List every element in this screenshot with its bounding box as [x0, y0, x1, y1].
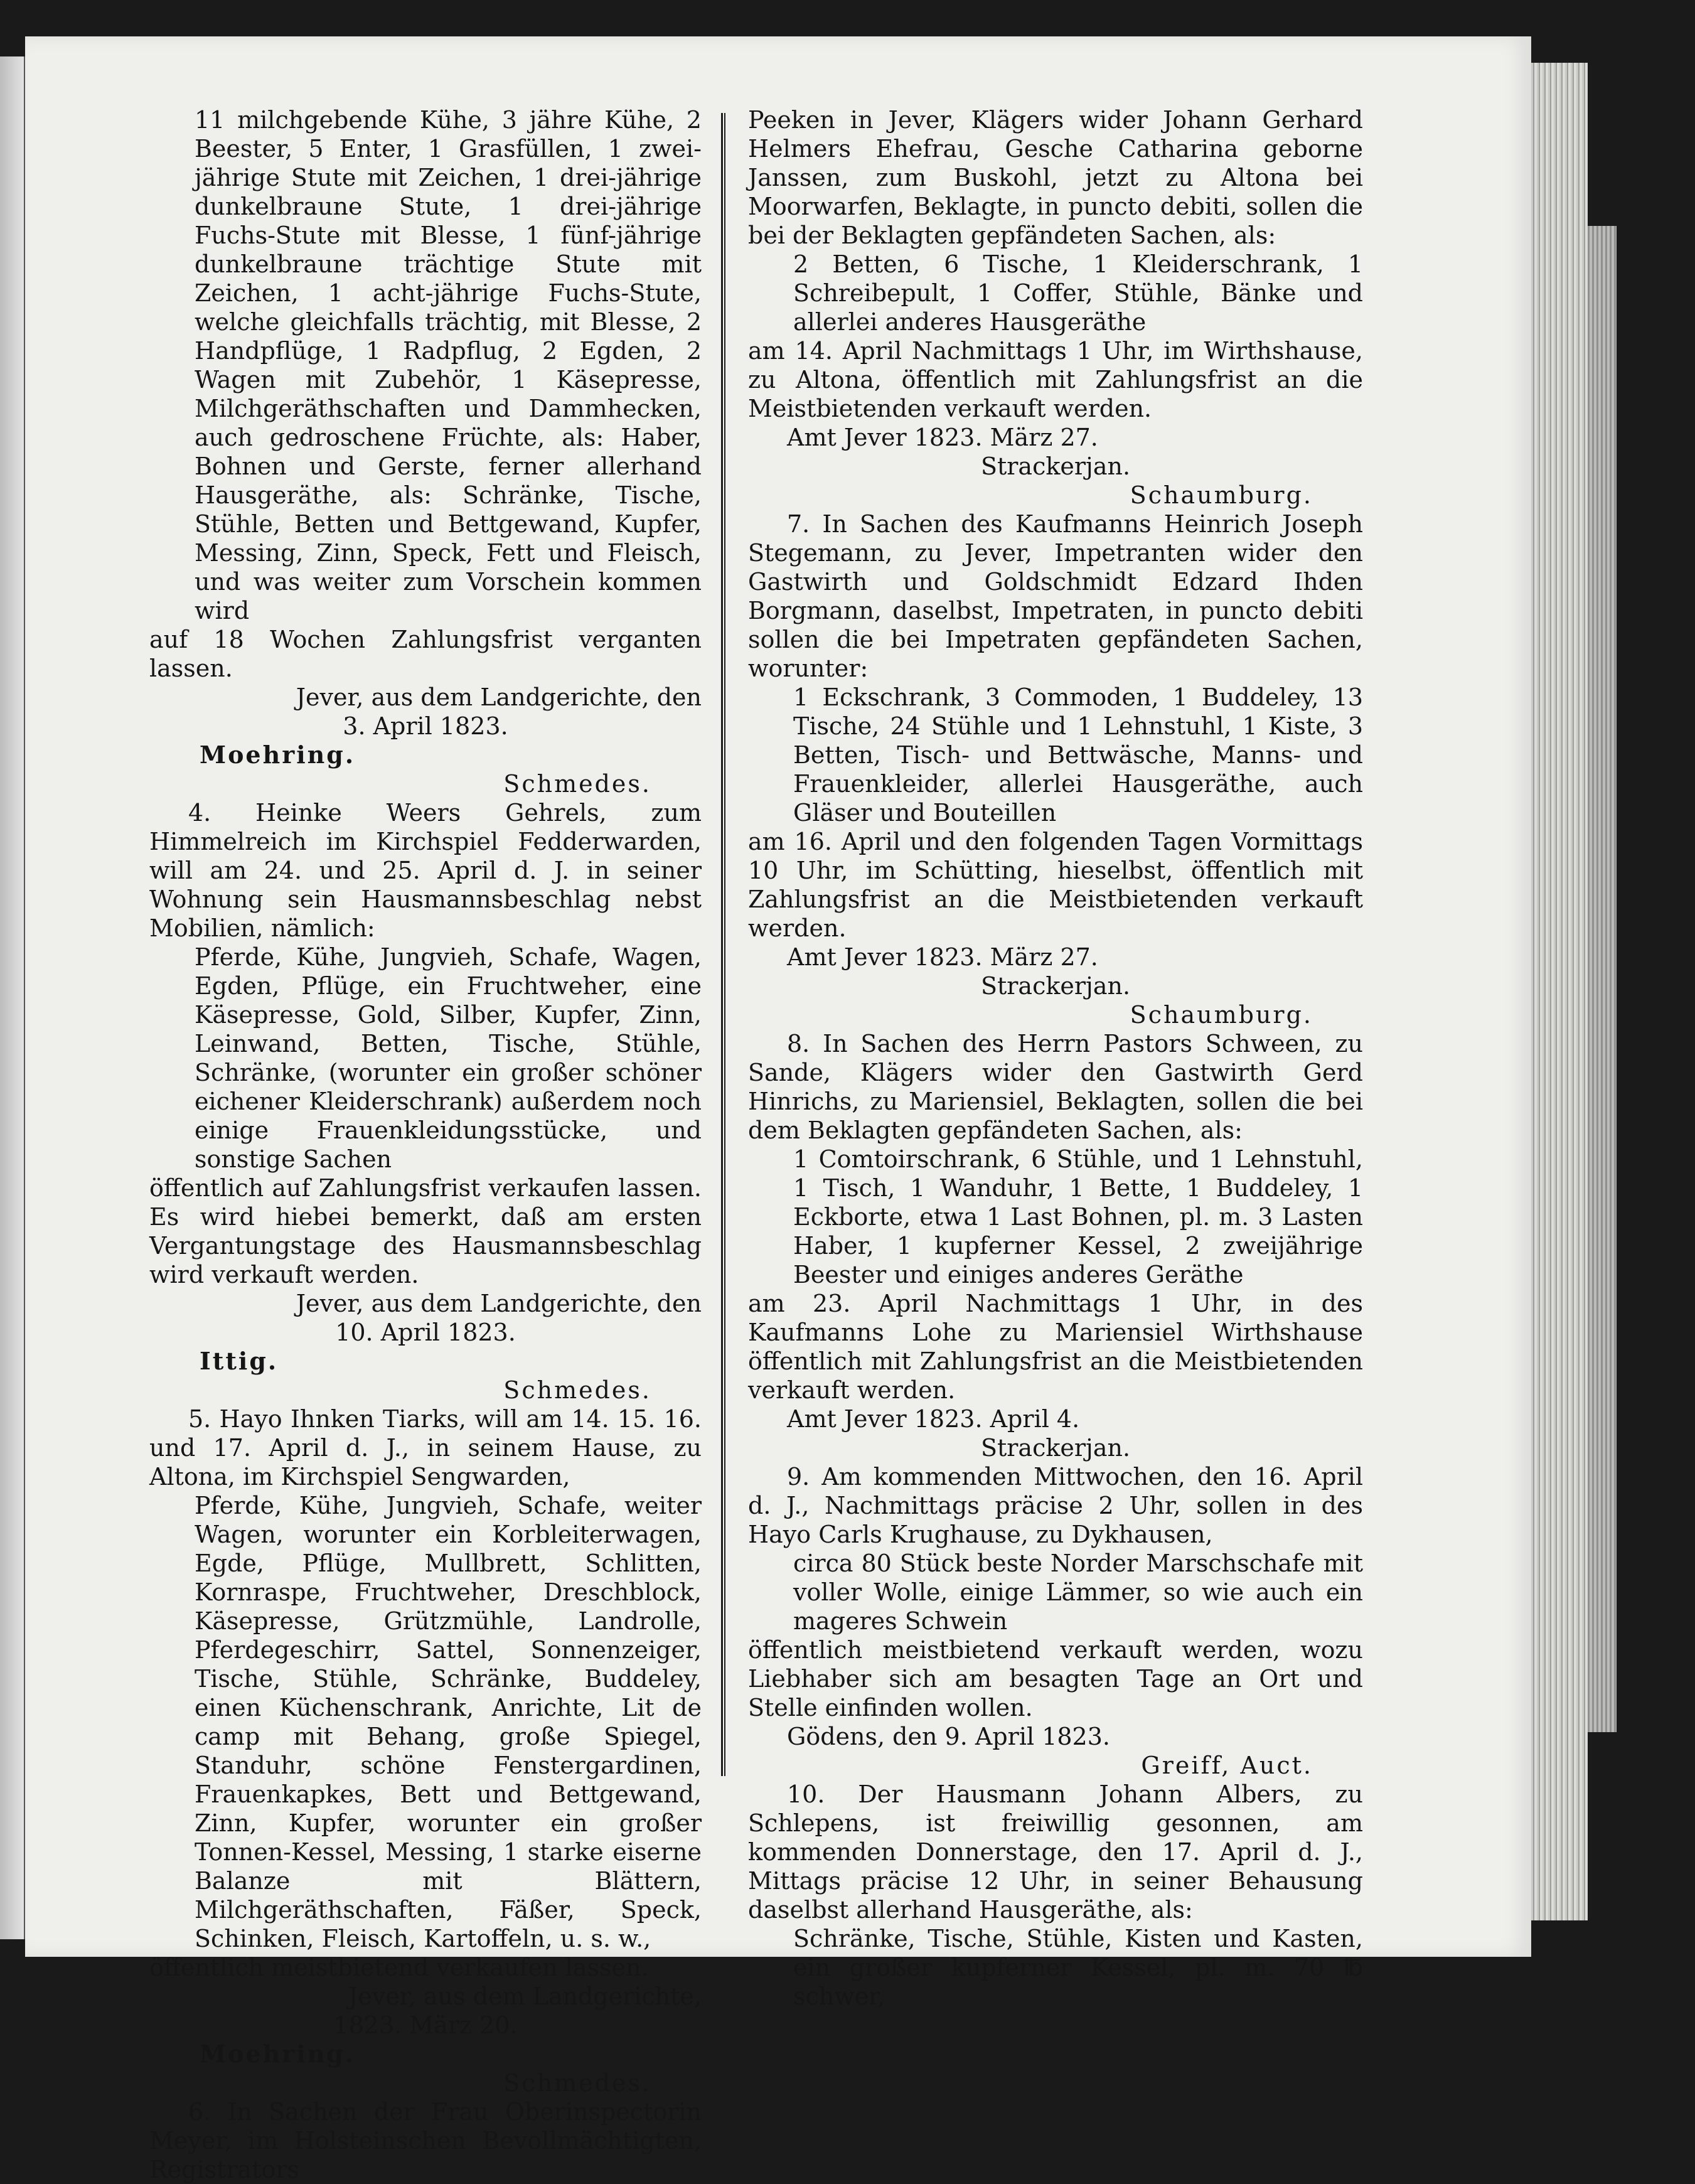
previous-page-edge — [0, 56, 25, 1939]
notice-paragraph: 8. In Sachen des Herrn Pastors Schween, zu Sande, Klägers wider den Gastwirth Gerd Hinrichs, zu Mariensiel, Beklagten, sollen die bei dem Beklagten gepfändeten Sachen, als: — [748, 1030, 1363, 1144]
date-line: Strackerjan. — [980, 1434, 1131, 1462]
notice-paragraph: 6. In Sachen der Frau Oberinspectorin Meyer, im Holsteinschen Bevollmächtigten, Registrators — [149, 2098, 702, 2183]
date-line: Strackerjan. — [980, 972, 1131, 1000]
page-stack-edge — [1531, 63, 1588, 1920]
notice-paragraph: Gödens, den 9. April 1823. — [787, 1723, 1110, 1750]
notice-paragraph: 9. Am kommenden Mittwochen, den 16. April d. J., Nachmittags präcise 2 Uhr, sollen in des Hayo Carls Krughause, zu Dykhausen, — [748, 1463, 1363, 1548]
notice-paragraph: Amt Jever 1823. März 27. — [787, 424, 1098, 451]
body-paragraph: am 14. April Nachmittags 1 Uhr, im Wirthshause, zu Altona, öffentlich mit Zahlungsfrist an die Meistbietenden verkauft werden. — [748, 337, 1363, 422]
body-paragraph: auf 18 Wochen Zahlungsfrist verganten lassen. — [149, 626, 702, 682]
notice-paragraph: 4. Heinke Weers Gehrels, zum Himmelreich im Kirchspiel Fedderwarden, will am 24. und 25. April d. J. in seiner Wohnung sein Hausmannsbeschlag nebst Mobilien, nämlich: — [149, 799, 702, 942]
notice-paragraph: 5. Hayo Ihnken Tiarks, will am 14. 15. 16. und 17. April d. J., in seinem Hause, zu Altona, im Kirchspiel Sengwarden, — [149, 1405, 702, 1491]
signature: Greiff, Auct. — [1141, 1752, 1313, 1779]
date-line: 10. April 1823. — [335, 1319, 516, 1346]
item-list: 1 Comtoirschrank, 6 Stühle, und 1 Lehnstuhl, 1 Tisch, 1 Wanduhr, 1 Bette, 1 Buddeley, 1 Eckborte, etwa 1 Last Bohnen, pl. m. 3 Lasten Haber, 1 kupferner Kessel, 2 zweijährige Beester und einiges anderes Geräthe — [793, 1145, 1363, 1288]
signature: Schmedes. — [503, 2069, 651, 2097]
notice-paragraph: Amt Jever 1823. April 4. — [787, 1405, 1080, 1433]
notice-paragraph: 10. Der Hausmann Johann Albers, zu Schlepens, ist freiwillig gesonnen, am kommenden Donnerstage, den 17. April d. J., Mittags präcise 12 Uhr, in seiner Behausung daselbst allerhand Hausgeräthe, als: — [748, 1780, 1363, 1924]
signature: Schmedes. — [503, 770, 651, 798]
notice-paragraph: 7. In Sachen des Kaufmanns Heinrich Joseph Stegemann, zu Jever, Impetranten wider den Gastwirth und Goldschmidt Edzard Ihden Borgmann, daselbst, Impetraten, in puncto debiti sollen die bei Impetraten gepfändeten Sachen, worunter: — [748, 510, 1363, 682]
place-line: Jever, aus dem Landgerichte, den — [296, 683, 702, 711]
signature: Ittig. — [200, 1347, 279, 1375]
signature: Schmedes. — [503, 1376, 651, 1404]
date-line: 1823. März 20. — [333, 2011, 518, 2039]
body-paragraph: öffentlich meistbietend verkauft werden, wozu Liebhaber sich am besagten Tage an Ort und Stelle einfinden wollen. — [748, 1636, 1363, 1721]
place-line: Jever, aus dem Landgerichte, den — [296, 1290, 702, 1317]
item-list: circa 80 Stück beste Norder Marschschafe mit voller Wolle, einige Lämmer, so wie auch ein mageres Schwein — [793, 1550, 1363, 1635]
body-paragraph: am 23. April Nachmittags 1 Uhr, in des Kaufmanns Lohe zu Mariensiel Wirthshause öffentlich mit Zahlungsfrist an die Meistbietenden verkauft werden. — [748, 1290, 1363, 1404]
date-line: 3. April 1823. — [343, 712, 508, 740]
body-paragraph: öffentlich auf Zahlungsfrist verkaufen lassen. Es wird hiebei bemerkt, daß am ersten Vergantungstage des Hausmannsbeschlag wird verkauft werden. — [149, 1174, 702, 1288]
book-cover-edge — [1588, 226, 1617, 1732]
body-paragraph: am 16. April und den folgenden Tagen Vormittags 10 Uhr, im Schütting, hieselbst, öffentlich mit Zahlungsfrist an die Meistbietenden verkauft werden. — [748, 828, 1363, 942]
notice-paragraph: Amt Jever 1823. März 27. — [787, 943, 1098, 971]
item-list: Schränke, Tische, Stühle, Kisten und Kasten, ein großer kupferner Kessel, pl. m. 70 ℔ schwer, — [793, 1925, 1363, 2010]
column-divider — [721, 113, 725, 1776]
place-line: Jever, aus dem Landgerichte, — [348, 1983, 702, 2010]
item-list: Pferde, Kühe, Jungvieh, Schafe, Wagen, Egden, Pflüge, ein Fruchtweher, eine Käsepresse, Gold, Silber, Kupfer, Zinn, Leinwand, Betten, Tische, Stühle, Schränke, (worunter ein großer schöner eichener Kleiderschrank) außerdem noch einige Frauenkleidungsstücke, und sonstige Sachen — [195, 943, 702, 1173]
signature: Schaumburg. — [1130, 481, 1313, 509]
date-line: Strackerjan. — [980, 452, 1131, 480]
item-list: 11 milchgebende Kühe, 3 jähre Kühe, 2 Beester, 5 Enter, 1 Grasfüllen, 1 zwei-jährige Stute mit Zeichen, 1 drei-jährige dunkelbraune Stute, 1 drei-jährige Fuchs-Stute mit Blesse, 1 fünf-jährige dunkelbraune trächtige Stute mit Zeichen, 1 acht-jährige Fuchs-Stute, welche gleichfalls trächtig, mit Blesse, 2 Handpflüge, 1 Radpflug, 2 Egden, 2 Wagen mit Zubehör, 1 Käsepresse, Milchgeräthschaften und Dammhecken, auch gedroschene Früchte, als: Haber, Bohnen und Gerste, ferner allerhand Hausgeräthe, als: Schränke, Tische, Stühle, Betten und Bettgewand, Kupfer, Messing, Zinn, Speck, Fett und Fleisch, und was weiter zum Vorschein kommen wird — [195, 106, 702, 624]
item-list: Pferde, Kühe, Jungvieh, Schafe, weiter Wagen, worunter ein Korbleiterwagen, Egde, Pflüge, Mullbrett, Schlitten, Kornraspe, Fruchtweher, Dreschblock, Käsepresse, Grützmühle, Landrolle, Pferdegeschirr, Sattel, Sonnenzeiger, Tische, Stühle, Schränke, Buddeley, einen Küchenschrank, Anrichte, Lit de camp mit Behang, große Spiegel, Standuhr, schöne Fenstergardinen, Frauenkapkes, Bett und Bettgewand, Zinn, Kupfer, worunter ein großer Tonnen-Kessel, Messing, 1 starke eiserne Balanze mit Blättern, Milchgeräthschaften, Fäßer, Speck, Schinken, Fleisch, Kartoffeln, u. s. w., — [195, 1492, 702, 1952]
item-list: 1 Eckschrank, 3 Commoden, 1 Buddeley, 13 Tische, 24 Stühle und 1 Lehnstuhl, 1 Kiste, 3 Betten, Tisch- und Bettwäsche, Manns- und Frauenkleider, allerlei Hausgeräthe, auch Gläser und Bouteillen — [793, 683, 1363, 827]
body-paragraph: öffentlich meistbietend verkaufen lassen. — [149, 1954, 649, 1981]
body-paragraph: Peeken in Jever, Klägers wider Johann Gerhard Helmers Ehefrau, Gesche Catharina geborne Janssen, zum Buskohl, jetzt zu Altona bei Moorwarfen, Beklagte, in puncto debiti, sollen die bei der Beklagten gepfändeten Sachen, als: — [748, 106, 1363, 249]
right-column — [748, 105, 1363, 2011]
left-column — [149, 105, 702, 2184]
signature: Schaumburg. — [1130, 1001, 1313, 1029]
signature: Moehring. — [200, 2040, 356, 2068]
signature: Moehring. — [200, 741, 356, 769]
item-list: 2 Betten, 6 Tische, 1 Kleiderschrank, 1 Schreibepult, 1 Coffer, Stühle, Bänke und allerlei anderes Hausgeräthe — [793, 250, 1363, 336]
